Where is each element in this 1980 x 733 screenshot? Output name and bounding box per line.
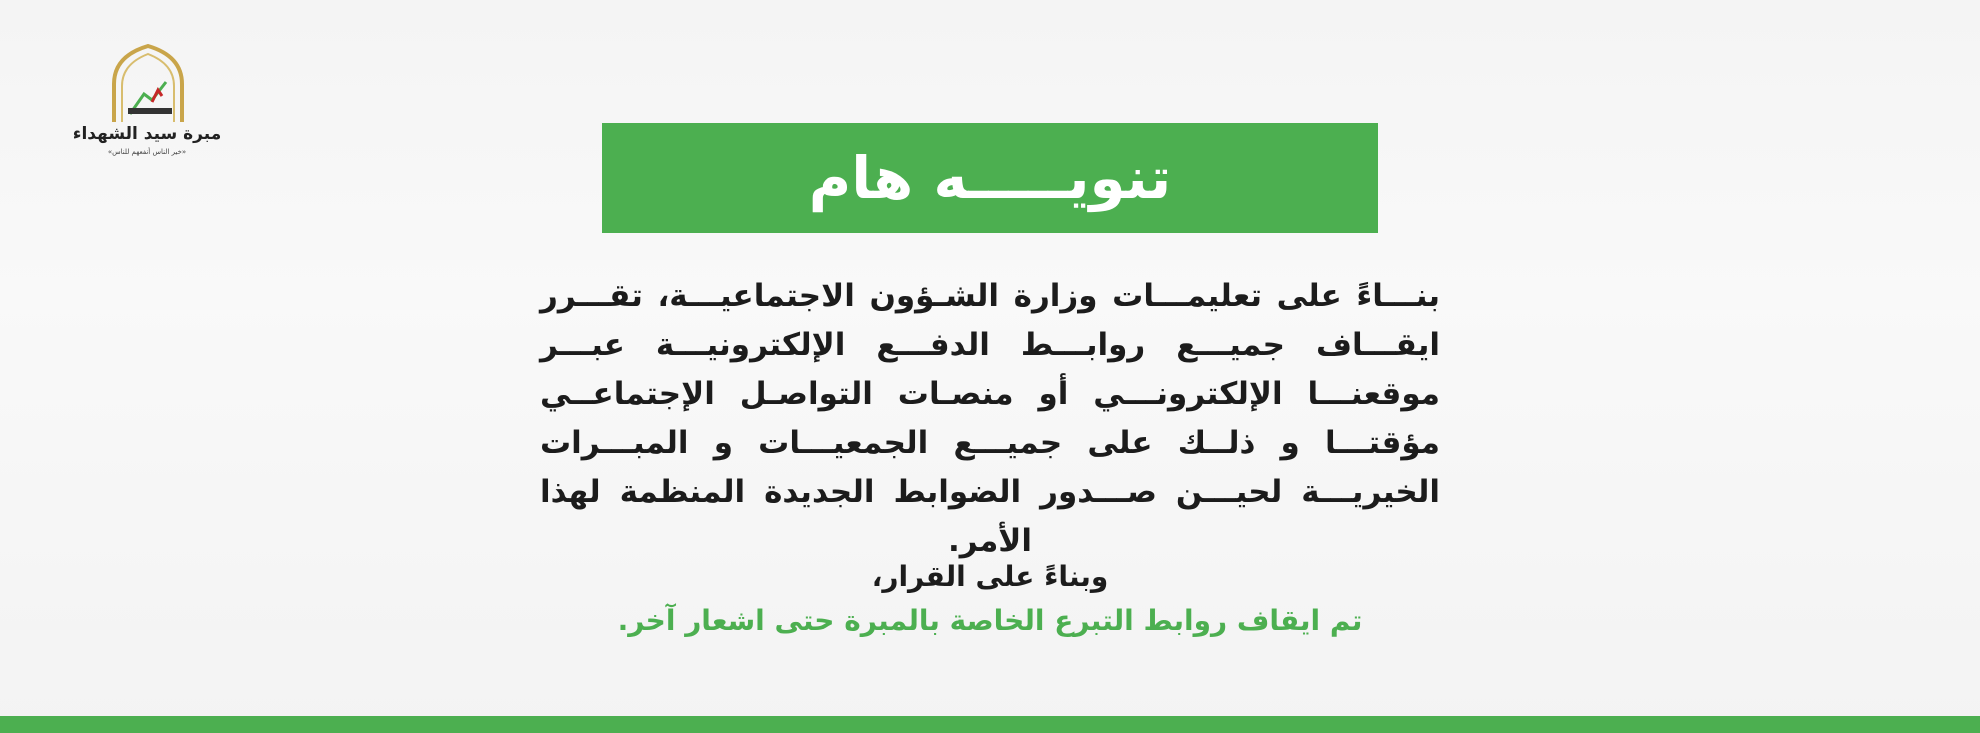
notice-body: بنـــاءً على تعليمـــات وزارة الشـؤون الاجتماعيـــة، تقـــرر ايقـــاف جميـــع روابـــط الدفـــع الإلكترونيـــة عبـــر موقعنـــا الإلكترونـــي أو منصـات التواصـل الإجتماعــي مؤقتـــا و ذلــك على جميـــع الجمعيـــات و المبـــرات الخيريـــة لحيـــن صـــدور الضوابط الجديدة المنظمة لهذا الأمر. <box>540 278 1440 559</box>
logo-name: مبرة سيد الشهداء <box>72 124 222 144</box>
mosque-dome-logo-icon <box>100 44 196 124</box>
logo-tagline: «خير الناس أنفعهم للناس» <box>107 148 187 156</box>
decision-statement: تم ايقاف روابط التبرع الخاصة بالمبرة حتى اشعار آخر. <box>617 604 1363 637</box>
notice-title: تنويـــــه هام <box>808 144 1172 212</box>
notice-title-banner <box>602 123 1378 233</box>
organization-logo <box>58 44 236 164</box>
decision-intro: وبناءً على القرار، <box>871 560 1109 593</box>
bottom-accent-bar <box>0 716 1980 733</box>
